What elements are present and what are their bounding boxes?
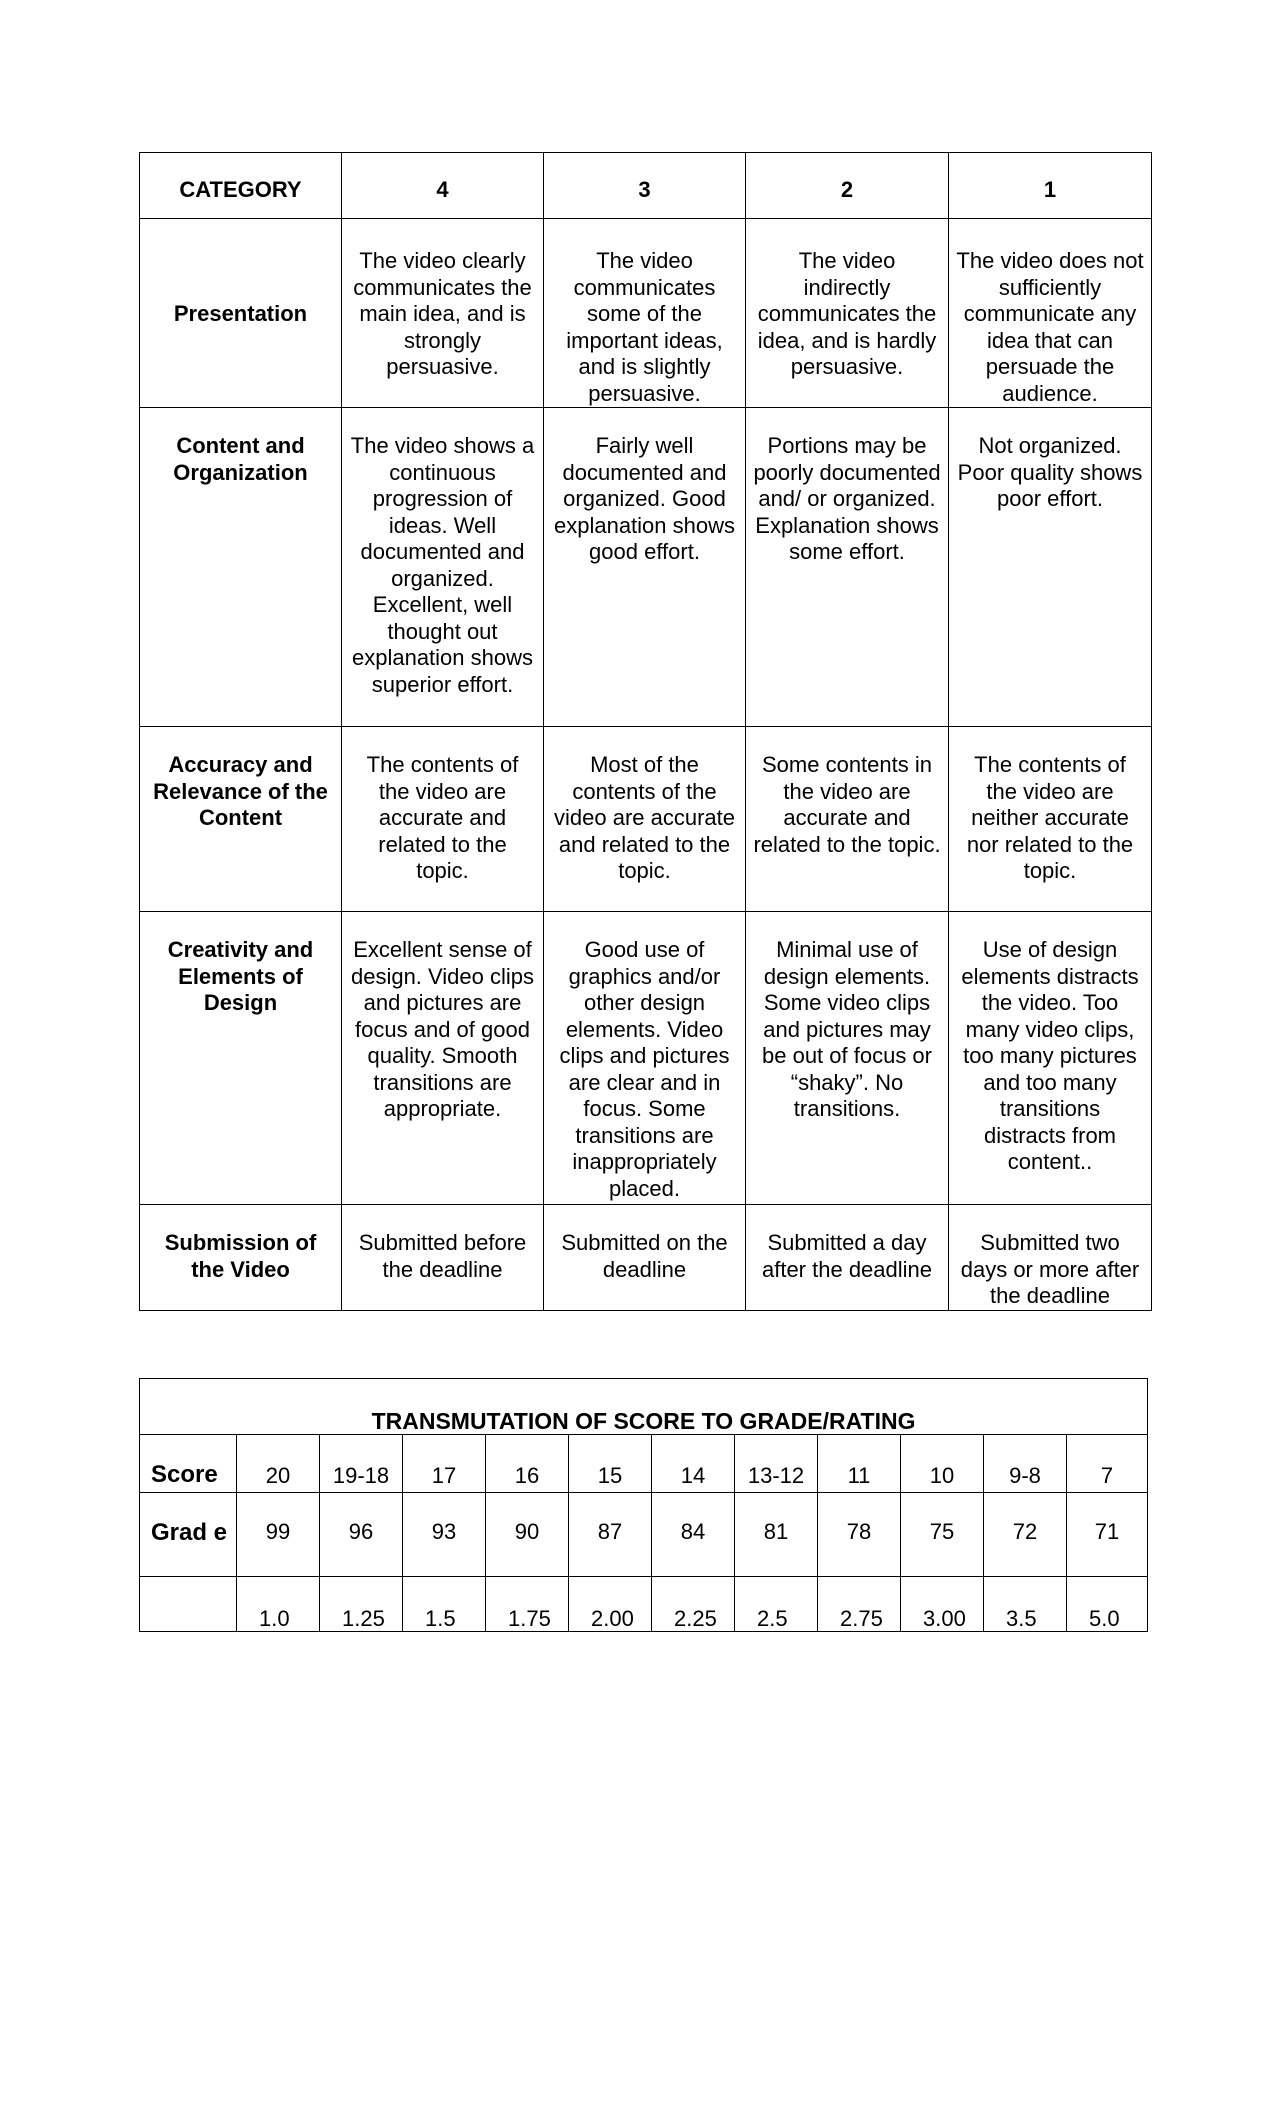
header-score-1: 1 bbox=[949, 153, 1152, 219]
rating-cell: 2.00 bbox=[569, 1577, 652, 1632]
transmutation-title-row bbox=[140, 1379, 1148, 1435]
category-cell: Presentation bbox=[140, 219, 342, 408]
criteria-cell: Portions may be poorly documented and/ or organized. Explanation shows some effort. bbox=[746, 408, 949, 727]
criteria-cell: Minimal use of design elements. Some video clips and pictures may be out of focus or “shaky”. No transitions. bbox=[746, 912, 949, 1205]
rating-cell: 2.75 bbox=[818, 1577, 901, 1632]
transmutation-table bbox=[139, 1378, 1148, 1632]
grade-cell: 99 bbox=[237, 1493, 320, 1577]
score-cell: 14 bbox=[652, 1435, 735, 1493]
criteria-cell: Submitted two days or more after the deadline bbox=[949, 1205, 1152, 1311]
rubric-row-content bbox=[140, 408, 1152, 727]
criteria-cell: The video indirectly communicates the idea, and is hardly persuasive. bbox=[746, 219, 949, 408]
score-cell: 16 bbox=[486, 1435, 569, 1493]
category-cell: Submission of the Video bbox=[140, 1205, 342, 1311]
rubric-table bbox=[139, 152, 1152, 1311]
header-score-3: 3 bbox=[544, 153, 746, 219]
grade-cell: 84 bbox=[652, 1493, 735, 1577]
criteria-cell: The video clearly communicates the main idea, and is strongly persuasive. bbox=[342, 219, 544, 408]
grade-cell: 81 bbox=[735, 1493, 818, 1577]
rating-cell: 3.5 bbox=[984, 1577, 1067, 1632]
rubric-header-row bbox=[140, 153, 1152, 219]
criteria-cell: Submitted on the deadline bbox=[544, 1205, 746, 1311]
criteria-cell: Use of design elements distracts the video. Too many video clips, too many pictures and too many transitions distracts from content.. bbox=[949, 912, 1152, 1205]
criteria-cell: The contents of the video are neither accurate nor related to the topic. bbox=[949, 727, 1152, 912]
rating-cell: 1.0 bbox=[237, 1577, 320, 1632]
grade-row bbox=[140, 1493, 1148, 1577]
criteria-cell: Not organized. Poor quality shows poor effort. bbox=[949, 408, 1152, 727]
grade-cell: 90 bbox=[486, 1493, 569, 1577]
score-cell: 11 bbox=[818, 1435, 901, 1493]
header-category: CATEGORY bbox=[140, 153, 342, 219]
score-label: Score bbox=[140, 1435, 237, 1493]
criteria-cell: Submitted before the deadline bbox=[342, 1205, 544, 1311]
rubric-row-presentation bbox=[140, 219, 1152, 408]
rating-row bbox=[140, 1577, 1148, 1632]
category-cell: Content and Organization bbox=[140, 408, 342, 727]
rating-cell: 5.0 bbox=[1067, 1577, 1148, 1632]
rubric-row-accuracy bbox=[140, 727, 1152, 912]
grade-cell: 87 bbox=[569, 1493, 652, 1577]
criteria-cell: The video does not sufficiently communicate any idea that can persuade the audience. bbox=[949, 219, 1152, 408]
criteria-cell: Some contents in the video are accurate and related to the topic. bbox=[746, 727, 949, 912]
score-cell: 7 bbox=[1067, 1435, 1148, 1493]
score-cell: 19-18 bbox=[320, 1435, 403, 1493]
score-cell: 10 bbox=[901, 1435, 984, 1493]
criteria-cell: Most of the contents of the video are accurate and related to the topic. bbox=[544, 727, 746, 912]
category-cell: Creativity and Elements of Design bbox=[140, 912, 342, 1205]
criteria-cell: Excellent sense of design. Video clips and pictures are focus and of good quality. Smooth transitions are appropriate. bbox=[342, 912, 544, 1205]
header-score-2: 2 bbox=[746, 153, 949, 219]
grade-cell: 93 bbox=[403, 1493, 486, 1577]
transmutation-title: TRANSMUTATION OF SCORE TO GRADE/RATING bbox=[140, 1379, 1148, 1435]
rating-label-empty bbox=[140, 1577, 237, 1632]
criteria-cell: Good use of graphics and/or other design elements. Video clips and pictures are clear and in focus. Some transitions are inappropriately placed. bbox=[544, 912, 746, 1205]
grade-label: Grad e bbox=[140, 1493, 237, 1577]
score-cell: 20 bbox=[237, 1435, 320, 1493]
score-cell: 13-12 bbox=[735, 1435, 818, 1493]
score-row bbox=[140, 1435, 1148, 1493]
criteria-cell: The contents of the video are accurate and related to the topic. bbox=[342, 727, 544, 912]
criteria-cell: The video communicates some of the important ideas, and is slightly persuasive. bbox=[544, 219, 746, 408]
category-cell: Accuracy and Relevance of the Content bbox=[140, 727, 342, 912]
rating-cell: 2.5 bbox=[735, 1577, 818, 1632]
rating-cell: 1.75 bbox=[486, 1577, 569, 1632]
rating-cell: 3.00 bbox=[901, 1577, 984, 1632]
rating-cell: 2.25 bbox=[652, 1577, 735, 1632]
grade-cell: 96 bbox=[320, 1493, 403, 1577]
rating-cell: 1.25 bbox=[320, 1577, 403, 1632]
grade-cell: 72 bbox=[984, 1493, 1067, 1577]
rating-cell: 1.5 bbox=[403, 1577, 486, 1632]
score-cell: 17 bbox=[403, 1435, 486, 1493]
criteria-cell: Submitted a day after the deadline bbox=[746, 1205, 949, 1311]
header-score-4: 4 bbox=[342, 153, 544, 219]
grade-cell: 71 bbox=[1067, 1493, 1148, 1577]
rubric-row-creativity bbox=[140, 912, 1152, 1205]
criteria-cell: Fairly well documented and organized. Good explanation shows good effort. bbox=[544, 408, 746, 727]
score-cell: 9-8 bbox=[984, 1435, 1067, 1493]
grade-cell: 78 bbox=[818, 1493, 901, 1577]
grade-cell: 75 bbox=[901, 1493, 984, 1577]
score-cell: 15 bbox=[569, 1435, 652, 1493]
rubric-row-submission bbox=[140, 1205, 1152, 1311]
criteria-cell: The video shows a continuous progression of ideas. Well documented and organized. Excellent, well thought out explanation shows superior effort. bbox=[342, 408, 544, 727]
